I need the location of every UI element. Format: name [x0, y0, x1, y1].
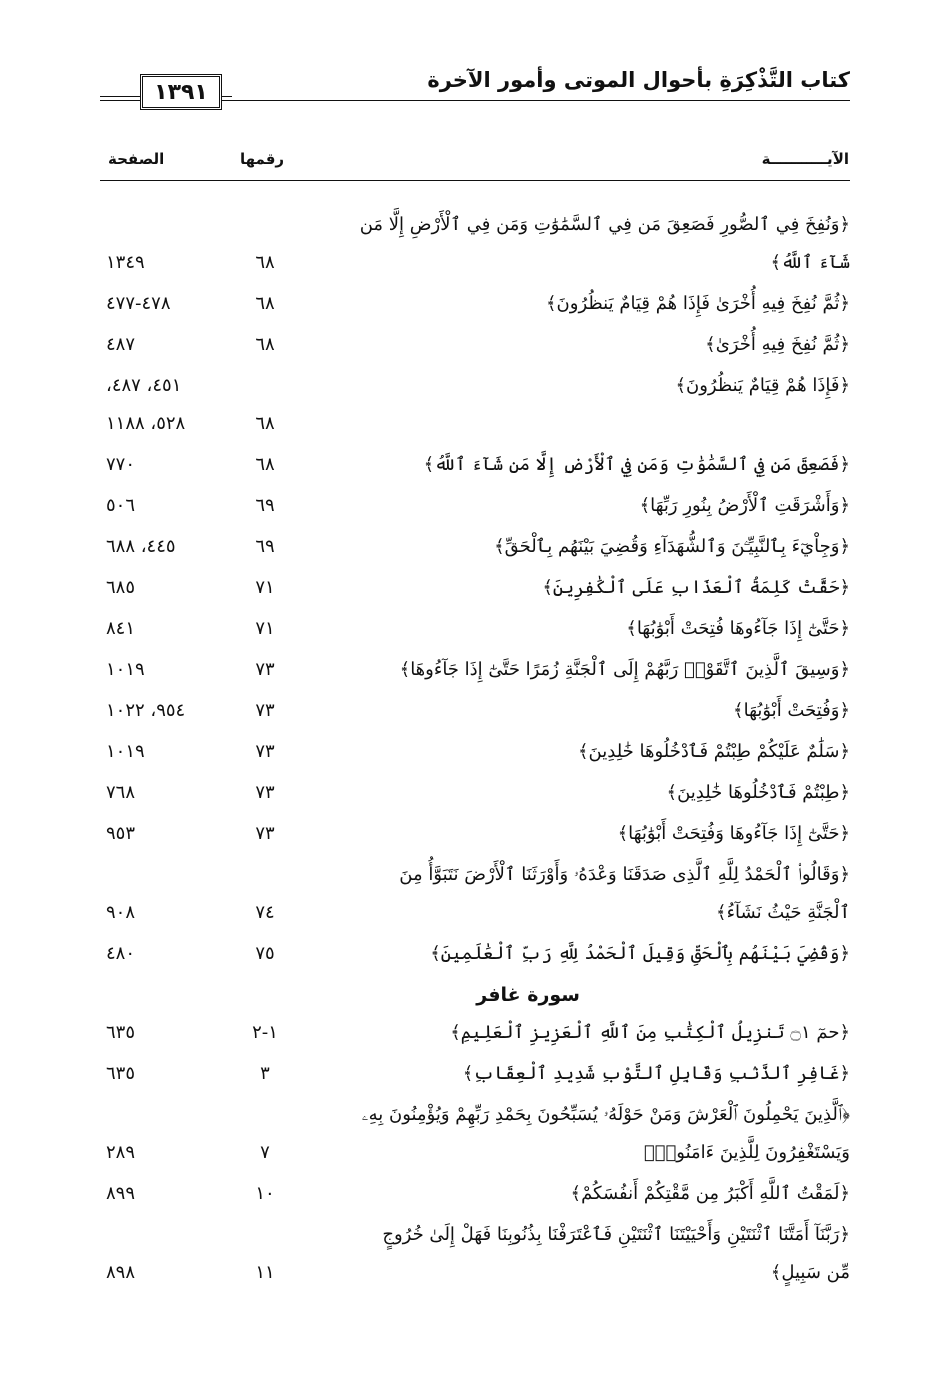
page-reference-line: ٥٠٦: [106, 495, 136, 516]
index-row: [100, 935, 850, 976]
ayah-text: [305, 1096, 850, 1172]
page-reference-line: ٨٩٩: [106, 1183, 136, 1204]
page-reference-line: ٦٣٥: [106, 1022, 136, 1043]
page-reference: [106, 285, 226, 323]
page-reference-line: ٤٧٨-٤٧٧: [106, 293, 171, 314]
index-row: [100, 326, 850, 367]
column-header-ayah: الآيـــــــــــة: [761, 150, 849, 168]
page-reference-line: ٥٢٨، ١١٨٨: [106, 413, 186, 434]
ayah-line: ﴿لَمَقْتُ ٱللَّهِ أَكْبَرُ مِن مَّقْتِكُمْ أَنفُسَكُمْ﴾: [570, 1183, 850, 1204]
index-row: [100, 733, 850, 774]
ayah-number: ٦٨: [255, 454, 275, 475]
ayah-text: [305, 935, 850, 973]
ayah-number: ٧٥: [255, 943, 275, 964]
index-row: [100, 1216, 850, 1295]
page-reference: [106, 326, 226, 364]
page-reference: [106, 733, 226, 771]
page-reference-line: ١٠١٩: [106, 659, 145, 680]
ayah-number: ٧٣: [255, 659, 275, 680]
ayah-line: ﴿وَأَشْرَقَتِ ٱلْأَرْضُ بِنُورِ رَبِّهَا﴾: [639, 495, 850, 516]
ayah-number: ٣: [260, 1063, 270, 1084]
ayah-text: [305, 528, 850, 566]
ayah-text: [305, 285, 850, 323]
page-reference: [106, 1055, 226, 1093]
ayah-number: ٧: [260, 1142, 270, 1163]
ayah-text: [305, 733, 850, 771]
ayah-line: ﴿حَتَّىٰٓ إِذَا جَآءُوهَا وَفُتِحَتْ أَبْوَٰبُهَا﴾: [617, 823, 850, 844]
index-row: [100, 285, 850, 326]
index-row: [100, 815, 850, 856]
page-reference: [106, 569, 226, 607]
ayah-text: [305, 1216, 850, 1292]
index-row: [100, 1096, 850, 1175]
index-row: [100, 692, 850, 733]
ayah-number: ٧٣: [255, 823, 275, 844]
ayah-line: ﴿حمٓ ۝١ تَنزِيلُ ٱلْكِتَٰبِ مِنَ ٱللَّهِ ٱلْعَزِيزِ ٱلْعَلِيمِ﴾: [450, 1022, 850, 1043]
page-reference-line: ٩٥٣: [106, 823, 136, 844]
column-header-rule: [100, 180, 850, 181]
page-reference-line: ١٠١٩: [106, 741, 145, 762]
ayah-number: ٧٣: [255, 741, 275, 762]
ayah-number: ٦٩: [255, 495, 275, 516]
surah-heading-row: [100, 976, 850, 1014]
surah-heading: سورة غافر: [476, 984, 580, 1006]
page-reference: [106, 1014, 226, 1052]
ayah-number: ٦٨: [255, 252, 275, 273]
ayah-number: ١٠: [255, 1183, 275, 1204]
ayah-line: [305, 405, 850, 443]
ayah-text: [305, 206, 850, 282]
index-row: [100, 487, 850, 528]
index-row: [100, 367, 850, 446]
page-reference: [106, 244, 226, 282]
ayah-text: [305, 651, 850, 689]
page-reference-line: ١٣٤٩: [106, 252, 145, 273]
ayah-line: ﴿غَافِرِ ٱلذَّنۢبِ وَقَابِلِ ٱلتَّوْبِ شَدِيدِ ٱلْعِقَابِ﴾: [462, 1063, 850, 1084]
ayah-text: [305, 692, 850, 730]
ayah-number: ٦٩: [255, 536, 275, 557]
page-reference-line: ٩٥٤، ١٠٢٢: [106, 700, 186, 721]
index-row: [100, 528, 850, 569]
page-number: ١٣٩١: [140, 74, 222, 110]
index-row: [100, 1055, 850, 1096]
ayah-text: [305, 815, 850, 853]
index-row: [100, 569, 850, 610]
ayah-text: [305, 774, 850, 812]
page-reference: [106, 1134, 226, 1172]
column-header-number: رقمها: [240, 150, 285, 168]
ayah-number: ١-٢: [252, 1022, 278, 1043]
page-reference: [106, 367, 226, 443]
page-reference-line: ٧٦٨: [106, 782, 136, 803]
ayah-line: ﴿ثُمَّ نُفِخَ فِيهِ أُخْرَىٰ﴾: [705, 334, 850, 355]
ayah-line: ﴿ٱلَّذِينَ يَحْمِلُونَ ٱلْعَرْشَ وَمَنْ حَوْلَهُۥ يُسَبِّحُونَ بِحَمْدِ رَبِّهِمْ وَيُؤْمِنُونَ بِهِۦ: [361, 1104, 850, 1125]
column-header-page: الصفحة: [108, 150, 165, 168]
page-reference: [106, 815, 226, 853]
ayah-line: مِّن سَبِيلٍ﴾: [770, 1262, 850, 1283]
index-row: [100, 206, 850, 285]
page-reference-line: ٤٤٥، ٦٨٨: [106, 536, 176, 557]
index-row: [100, 651, 850, 692]
page-reference: [106, 528, 226, 566]
index-row: [100, 446, 850, 487]
ayah-line: ﴿حَتَّىٰٓ إِذَا جَآءُوهَا فُتِحَتْ أَبْوَٰبُهَا﴾: [626, 618, 850, 639]
page-reference: [106, 487, 226, 525]
index-row: [100, 1175, 850, 1216]
book-title: كتاب التَّذْكِرَةِ بأحوال الموتى وأمور الآخرة: [427, 68, 850, 92]
index-row: [100, 610, 850, 651]
page-reference-line: ٦٣٥: [106, 1063, 136, 1084]
ayah-line: ﴿وَقُضِيَ بَيْنَهُم بِٱلْحَقِّ وَقِيلَ ٱلْحَمْدُ لِلَّهِ رَبِّ ٱلْعَٰلَمِينَ﴾: [430, 943, 850, 964]
ayah-number: ٧١: [255, 618, 275, 639]
page-reference-line: ٩٠٨: [106, 902, 136, 923]
ayah-line: ﴿وَنُفِخَ فِي ٱلصُّورِ فَصَعِقَ مَن فِي ٱلسَّمَٰوَٰتِ وَمَن فِي ٱلْأَرْضِ إِلَّا مَن: [359, 214, 850, 235]
ayah-number: ٧٤: [255, 902, 275, 923]
page-reference-line: ٢٨٩: [106, 1142, 136, 1163]
page-reference: [106, 1175, 226, 1213]
page-reference-line: ٤٨٠: [106, 943, 136, 964]
ayah-line: ﴿وَجِاْيٓءَ بِٱلنَّبِيِّـۧنَ وَٱلشُّهَدَآءِ وَقُضِيَ بَيْنَهُم بِٱلْحَقِّ﴾: [494, 536, 850, 557]
ayah-text: [305, 367, 850, 443]
ayah-line: شَآءَ ٱللَّهُ﴾: [770, 252, 850, 273]
ayah-number: ٧٣: [255, 782, 275, 803]
ayah-text: [305, 856, 850, 932]
page-reference-line: ٧٧٠: [106, 454, 136, 475]
ayah-line: ﴿وَفُتِحَتْ أَبْوَٰبُهَا﴾: [733, 700, 850, 721]
page-reference: [106, 651, 226, 689]
ayah-text: [305, 610, 850, 648]
ayah-line: ﴿ثُمَّ نُفِخَ فِيهِ أُخْرَىٰ فَإِذَا هُمْ قِيَامٌ يَنظُرُونَ﴾: [546, 293, 850, 314]
ayah-line: ﴿حَقَّتْ كَلِمَةُ ٱلْعَذَابِ عَلَى ٱلْكَٰفِرِينَ﴾: [542, 577, 850, 598]
page-reference-line: ٦٨٥: [106, 577, 136, 598]
page-reference-line: ٨٤١: [106, 618, 136, 639]
index-row: [100, 856, 850, 935]
page-reference: [106, 935, 226, 973]
ayah-number: ٦٨: [255, 334, 275, 355]
ayah-line: ﴿فَصَعِقَ مَن فِي ٱلسَّمَٰوَٰتِ وَمَن فِي ٱلْأَرْضِ إِلَّا مَن شَآءَ ٱللَّهُ﴾: [423, 454, 850, 475]
page-reference: [106, 1254, 226, 1292]
page-reference: [106, 610, 226, 648]
index-row: [100, 1014, 850, 1055]
page-reference: [106, 774, 226, 812]
index-table: [100, 206, 850, 1295]
ayah-line: ﴿سَلَٰمٌ عَلَيْكُمْ طِبْتُمْ فَٱدْخُلُوهَا خَٰلِدِينَ﴾: [578, 741, 850, 762]
ayah-text: [305, 1055, 850, 1093]
page-reference-line: ٤٨٧: [106, 334, 136, 355]
ayah-line: ﴿وَسِيقَ ٱلَّذِينَ ٱتَّقَوْا۟ رَبَّهُمْ إِلَى ٱلْجَنَّةِ زُمَرًا حَتَّىٰٓ إِذَا جَآءُوهَا﴾: [399, 659, 850, 680]
ayah-text: [305, 446, 850, 484]
index-row: [100, 774, 850, 815]
page-reference-line: ٨٩٨: [106, 1262, 136, 1283]
ayah-line: ﴿وَقَالُوا۟ ٱلْحَمْدُ لِلَّهِ ٱلَّذِى صَدَقَنَا وَعْدَهُۥ وَأَوْرَثَنَا ٱلْأَرْضَ نَتَبَوَّأُ مِنَ: [399, 864, 850, 885]
ayah-text: [305, 1014, 850, 1052]
ayah-line: ﴿فَإِذَا هُمْ قِيَامٌ يَنظُرُونَ﴾: [675, 375, 850, 396]
ayah-text: [305, 487, 850, 525]
page-reference: [106, 894, 226, 932]
ayah-number: ١١: [255, 1262, 275, 1283]
ayah-line: وَيَسْتَغْفِرُونَ لِلَّذِينَ ءَامَنُوا۟﴾: [643, 1142, 850, 1163]
ayah-number: ٧٣: [255, 700, 275, 721]
ayah-text: [305, 1175, 850, 1213]
ayah-line: ﴿طِبْتُمْ فَٱدْخُلُوهَا خَٰلِدِينَ﴾: [666, 782, 850, 803]
running-header: [100, 60, 850, 120]
ayah-number: ٦٨: [255, 293, 275, 314]
ayah-line: ٱلْجَنَّةِ حَيْثُ نَشَآءُ﴾: [716, 902, 850, 923]
page-reference: [106, 692, 226, 730]
page-reference: [106, 446, 226, 484]
ayah-line: ﴿رَبَّنَآ أَمَتَّنَا ٱثْنَتَيْنِ وَأَحْيَيْتَنَا ٱثْنَتَيْنِ فَٱعْتَرَفْنَا بِذُنُوبِنَا فَهَلْ إِلَىٰ خُرُوجٍ: [382, 1224, 850, 1245]
page-reference-line: ٤٥١، ٤٨٧،: [106, 375, 182, 396]
ayah-text: [305, 326, 850, 364]
ayah-number: ٧١: [255, 577, 275, 598]
ayah-text: [305, 569, 850, 607]
ayah-number: ٦٨: [255, 413, 275, 434]
